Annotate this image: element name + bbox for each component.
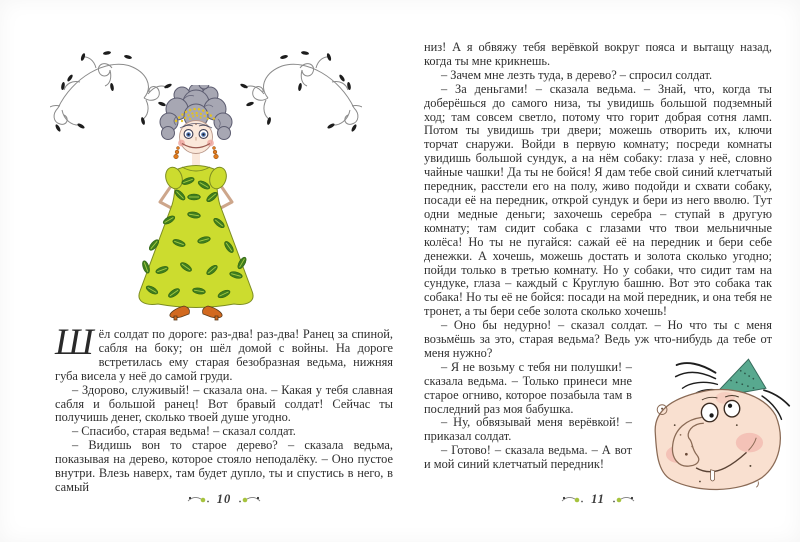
witch-face-icon <box>632 355 797 505</box>
footer-ornament-icon <box>560 494 586 505</box>
paragraph <box>55 322 393 384</box>
paragraph: – Ну, обвязывай меня верёвкой! – приказал солдат. <box>424 415 632 444</box>
paragraph: – Я не возьму с тебя ни полушки! – сказала ведьма. – Только принеси мне старое огниво, которое позабыла там в последний раз моя бабушка. <box>424 359 632 416</box>
page-number: 10 <box>216 492 232 506</box>
right-page-text-top <box>424 41 772 361</box>
footer-ornament-icon <box>610 494 636 505</box>
right-page <box>400 0 800 542</box>
page-number: 11 <box>591 492 605 506</box>
left-page-footer <box>55 492 393 507</box>
paragraph: – Здорово, служивый! – сказала она. – Какая у тебя славная сабля и большой ранец! Вот бравый солдат! Сейчас ты получишь денег, сколько твоей душе угодно. <box>55 382 393 425</box>
right-page-text-bottom <box>424 361 772 472</box>
right-page-text <box>424 41 772 481</box>
right-page-footer <box>424 492 772 507</box>
paragraph: – Готово! – сказала ведьма. – А вот и мой синий клетчатый передник! <box>424 443 632 472</box>
drop-cap: Ш <box>55 322 94 363</box>
footer-ornament-icon <box>236 494 262 505</box>
left-page-text <box>55 322 393 495</box>
paragraph: – За деньгами! – сказала ведьма. – Знай, что, когда ты доберёшься до самого низа, ты увидишь большой подземный ход; там совсем светло, потому что горит добрая сотня ламп. Потом ты увидишь три двери; можешь отворить их, ключи торчат снаружи. Войди в первую комнату; посреди комнаты увидишь большой сундук, а на нём собаку: глаза у неё, словно чайные чашки! Да ты не бойся! Я дам тебе свой синий клетчатый передник, расстели его на полу, живо подойди и схвати собаку, посади её на передник, открой сундук и бери из него вволю. Тут одни медные деньги; захочешь серебра – ступай в другую комнату; там сидит собака с глазами что твои мельничные колёса! Но ты не пугайся: сажай её на передник и бери себе денежки. А хочешь, можешь достать и золота сколько угодно; пойди только в третью комнату. Но у собаки, что сидит там на сундуке, глаза – каждый с Круглую башню. Вот это собака так собака! Но ты её не бойся: посади на мой передник, и она тебя не тронет, а ты бери себе золота сколько хочешь! <box>424 81 772 319</box>
lady-illustration <box>124 85 269 325</box>
witch-illustration <box>640 355 788 481</box>
paragraph-text: ёл солдат по дороге: раз-два! раз-два! Ранец за спиной, сабля на боку; он шёл домой с войны. На дороге встретилась ему старая безобразная ведьма, нижняя губа висела у неё до самой груди. <box>55 327 393 383</box>
footer-ornament-icon <box>186 494 212 505</box>
paragraph: – Спасибо, старая ведьма! – сказал солдат. <box>72 424 296 439</box>
paragraph: – Видишь вон то старое дерево? – сказала ведьма, показывая на дерево, которое стояло неподалёку. – Оно пустое внутри. Влезь наверх, там будет дупло, ты и спустись в него, в самый <box>55 438 393 494</box>
paragraph: – Оно бы недурно! – сказал солдат. – Но что ты с меня возьмёшь за это, старая ведьма? Ведь уж что-нибудь да тебе от меня нужно? <box>424 318 772 360</box>
paragraph: низ! А я обвяжу тебя верёвкой вокруг пояса и вытащу назад, когда ты мне крикнешь. <box>424 40 772 68</box>
paragraph: – Зачем мне лезть туда, в дерево? – спросил солдат. <box>441 67 713 82</box>
